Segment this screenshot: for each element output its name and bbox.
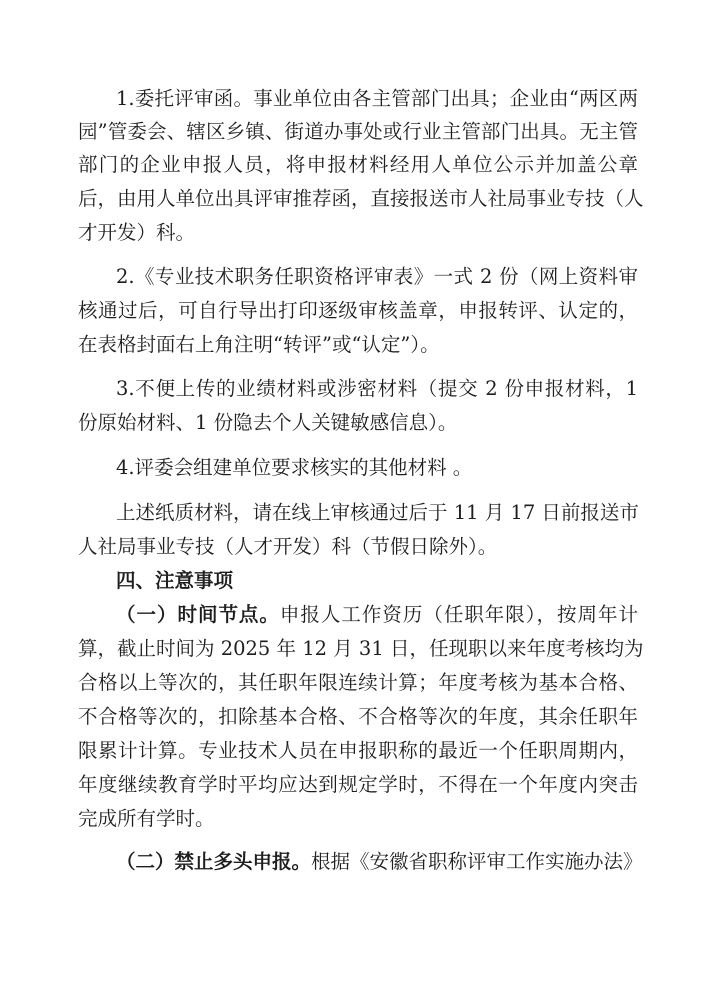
- item-1-line-5: 才开发）科。: [78, 221, 196, 244]
- item-4-line-1: 4.评委会组建单位要求核实的其他材料 。: [116, 456, 473, 479]
- item-2-line-1: 2.《专业技术职务任职资格评审表》一式 2 份（网上资料审: [116, 265, 638, 288]
- sub-2-line-1-rest: 根据《安徽省职称评审工作实施办法》: [311, 850, 643, 873]
- section-4-heading: 四、注意事项: [116, 569, 234, 592]
- sub-1-line-5: 限累计计算。专业技术人员在申报职称的最近一个任职周期内，: [78, 739, 638, 762]
- item-1-line-3: 部门的企业申报人员，将申报材料经用人单位公示并加盖公章: [78, 153, 638, 176]
- item-2-line-3: 在表格封面右上角注明“转评”或“认定”）。: [78, 333, 440, 356]
- sub-1-line-1-rest: 申报人工作资历（任职年限），按周年计: [279, 603, 638, 626]
- item-1-line-4: 后，由用人单位出具评审推荐函，直接报送市人社局事业专技（人: [78, 187, 644, 210]
- sub-2-line-1: [116, 847, 643, 877]
- item-1-line-1: 1.委托评审函。事业单位由各主管部门出具；企业由“两区两: [116, 87, 638, 110]
- sub-1-lead: （一）时间节点。: [116, 603, 280, 626]
- sub-1-line-2: 算，截止时间为 2025 年 12 月 31 日，任现职以来年度考核均为: [78, 637, 644, 660]
- item-3-line-2: 份原始材料、1 份隐去个人关键敏感信息）。: [78, 411, 458, 434]
- summary-line-2: 人社局事业专技（人才开发）科（节假日除外）。: [78, 535, 498, 558]
- summary-line-1: 上述纸质材料，请在线上审核通过后于 11 月 17 日前报送市: [116, 501, 639, 524]
- sub-1-line-4: 不合格等次的，扣除基本合格、不合格等次的年度，其余任职年: [78, 705, 638, 728]
- sub-1-line-6: 年度继续教育学时平均应达到规定学时，不得在一个年度内突击: [78, 773, 638, 796]
- item-1-line-2: 园”管委会、辖区乡镇、街道办事处或行业主管部门出具。无主管: [78, 120, 638, 143]
- sub-2-lead: （二）禁止多头申报。: [116, 850, 312, 873]
- sub-1-line-1: [116, 600, 638, 630]
- sub-1-line-3: 合格以上等次的，其任职年限连续计算；年度考核为基本合格、: [78, 671, 638, 694]
- item-2-line-2: 核通过后，可自行导出打印逐级审核盖章，申报转评、认定的，: [78, 299, 638, 322]
- sub-1-line-7: 完成所有学时。: [78, 807, 215, 830]
- item-3-line-1: 3.不便上传的业绩材料或涉密材料（提交 2 份申报材料，1: [116, 377, 638, 400]
